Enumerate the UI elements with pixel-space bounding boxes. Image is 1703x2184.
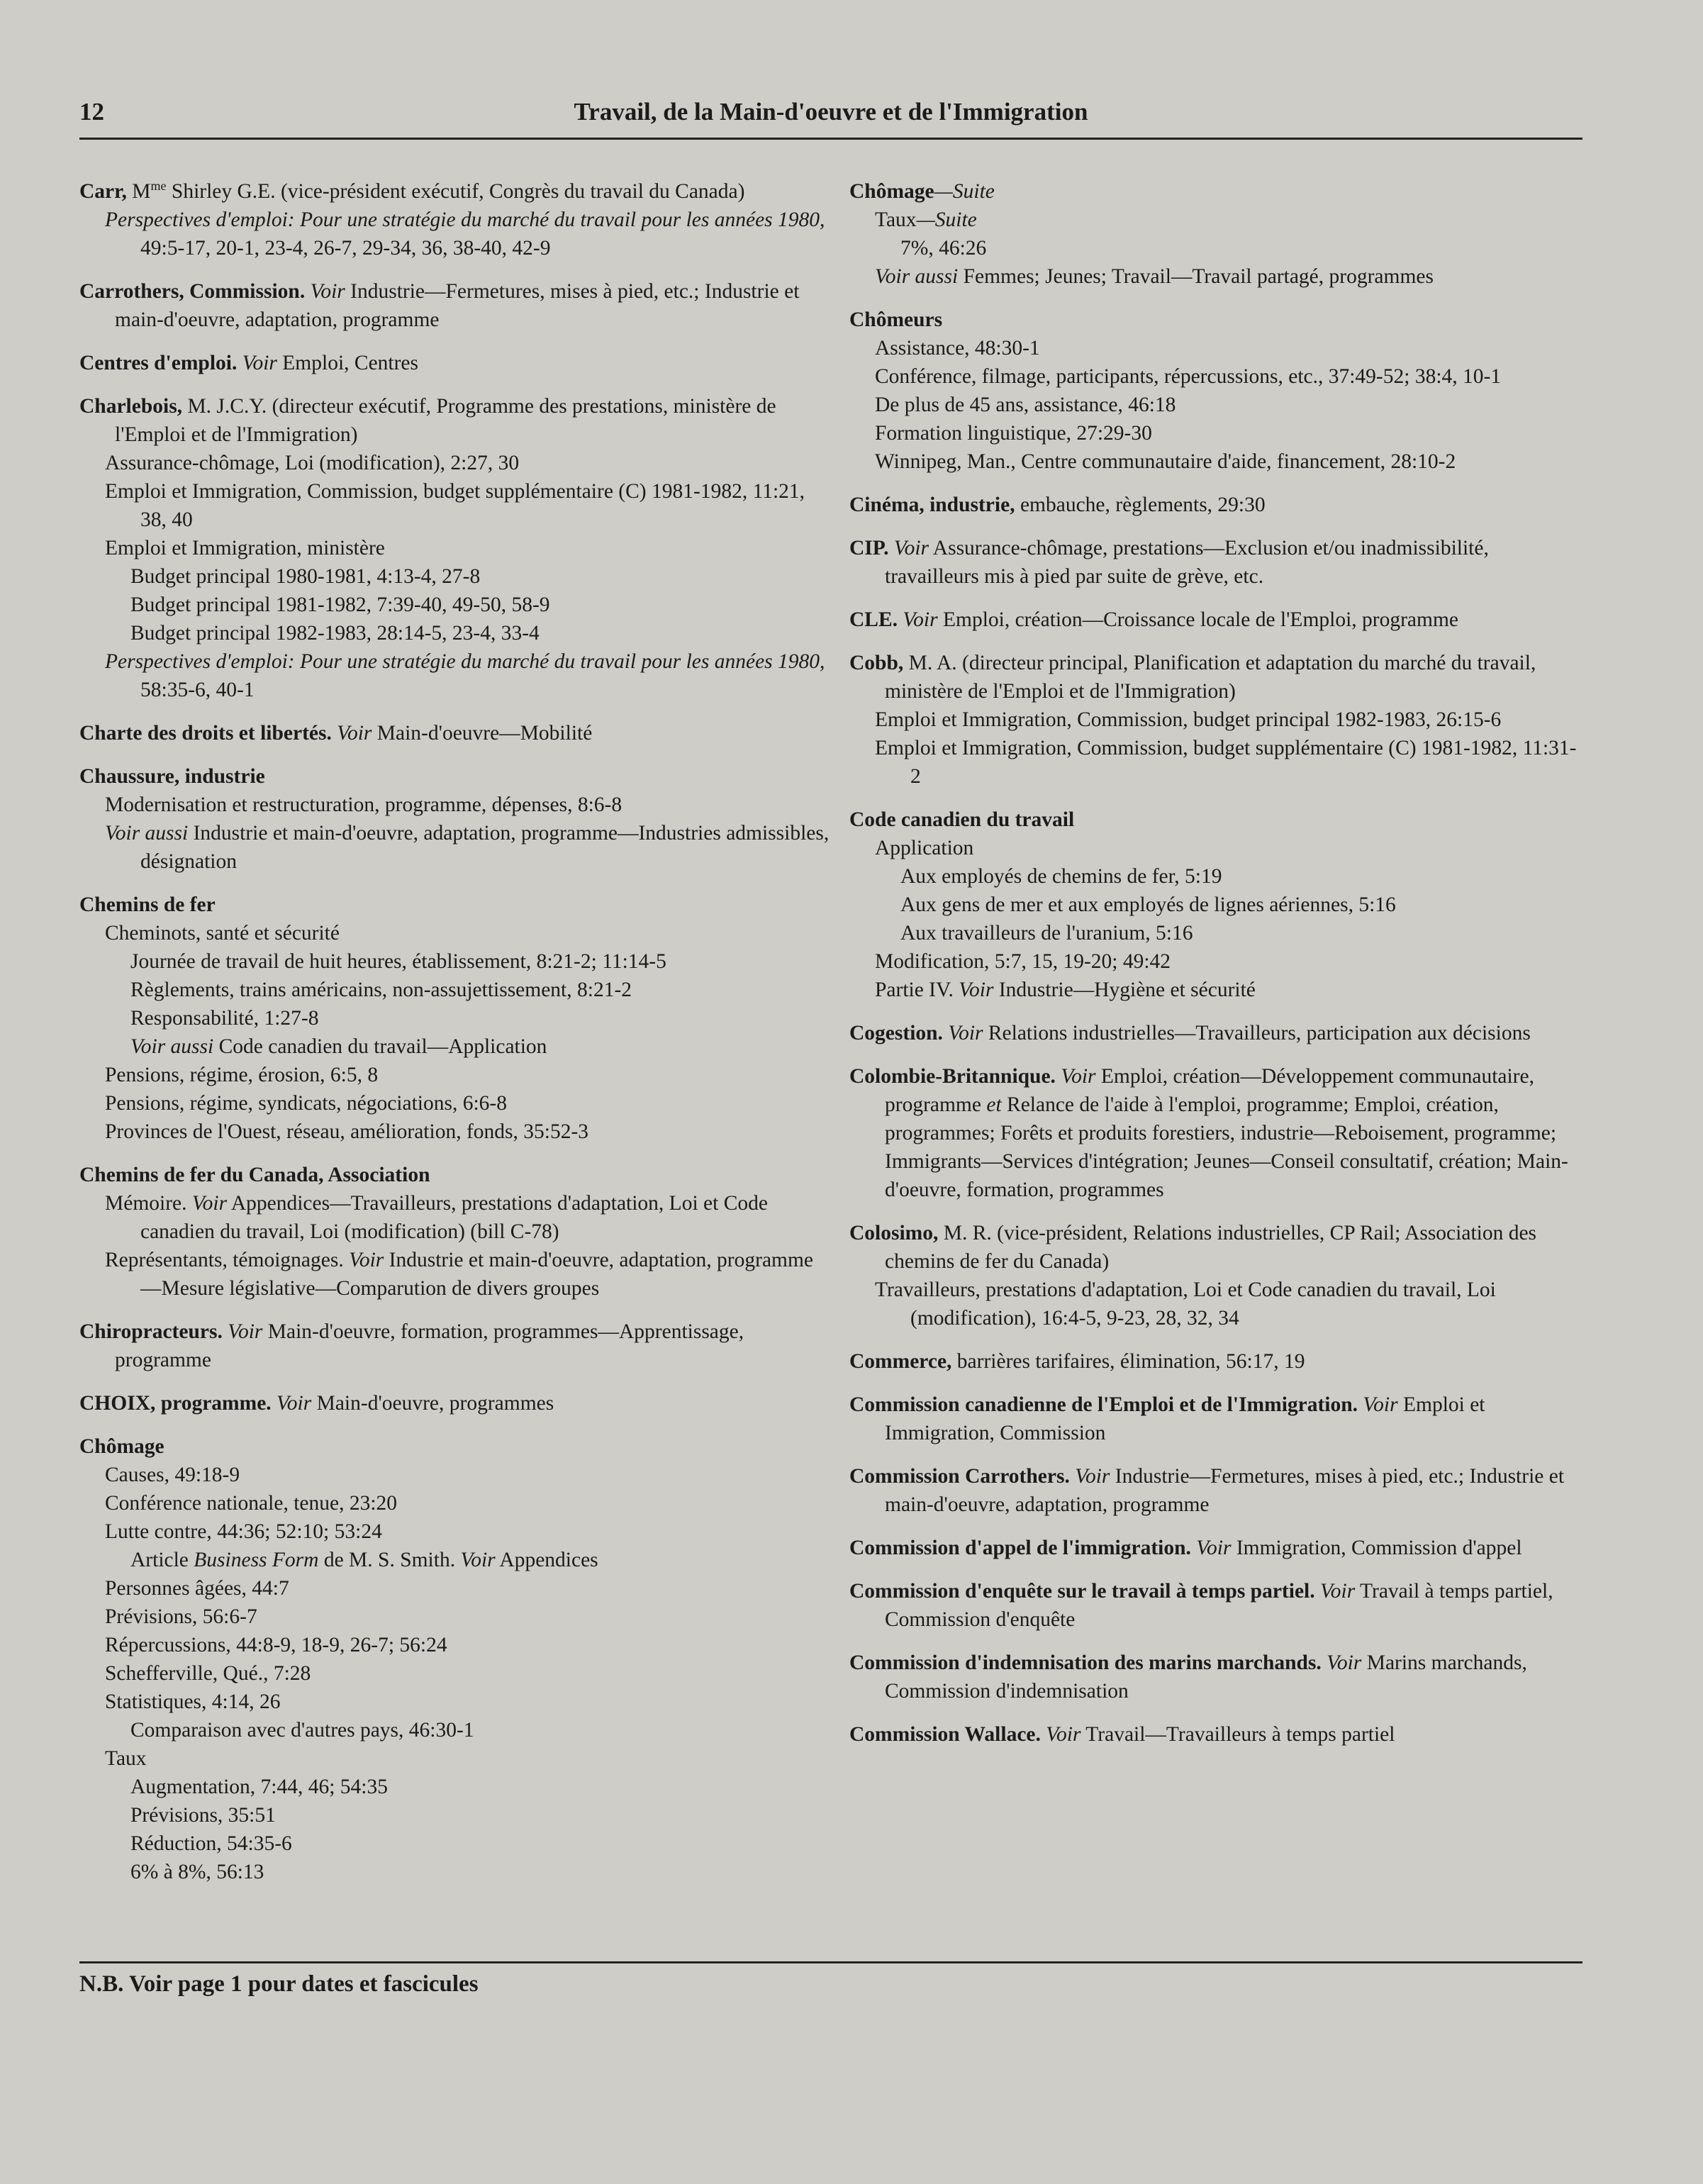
running-title: Travail, de la Main-d'oeuvre et de l'Immigration [574, 98, 1088, 126]
index-entry-charlebois: Charlebois, M. J.C.Y. (directeur exécutif, Programme des prestations, ministère de l'Emploi et de l'Immigration) Assurance-chômage, Loi (modification), 2:27, 30 Emploi et Immigration, Commission, budget supplémentaire (C) 1981-1982, 11:21, 38, 40 Emploi et Immigration, ministère Budget principal 1980-1981, 4:13-4, 27-8 Budget principal 1981-1982, 7:39-40, 49-50, 58-9 Budget principal 1982-1983, 28:14-5, 23-4, 33-4 Perspectives d'emploi: Pour une stratégie du marché du travail pour les années 1980, 58:35-6, 40-1 [79, 395, 825, 701]
index-entry-commerce: Commerce, barrières tarifaires, élimination, 56:17, 19 [849, 1350, 1305, 1373]
index-entry-chemins-canada: Chemins de fer du Canada, Association Mémoire. Voir Appendices—Travailleurs, prestations d'adaptation, Loi et Code canadien du travail, Loi (modification) (bill C-78) Représentants, témoignages. Voir Industrie et main-d'oeuvre, adaptation, programme—Mesure législative—Comparution de divers groupes [79, 1164, 814, 1300]
index-entry-carr: Carr, $M^{me}$ Shirley G.E. (vice-président exécutif, Congrès du travail du Canada) Perspectives d'emploi: Pour une stratégie du marché du travail pour les années 1980, 49:5-17, 20-1, 23-4, 26-7, 29-34, 36, 38-40, 42-9 [79, 179, 825, 260]
page-header [79, 98, 1582, 140]
index-entry-charte: Charte des droits et libertés. Voir Main-d'oeuvre—Mobilité [79, 722, 593, 745]
index-entry-chomage-suite: Chômage—Suite Taux—Suite 7%, 46:26 Voir aussi Femmes; Jeunes; Travail—Travail partagé, programmes [849, 180, 1434, 288]
index-entry-colombie: Colombie-Britannique. Voir Emploi, création—Développement communautaire, programme et Relance de l'aide à l'emploi, programme; Emploi, création, programmes; Forêts et produits forestiers, industrie—Reboisement, programme; Immigrants—Services d'intégration; Jeunes—Conseil consultatif, création; Main-d'oeuvre, formation, programmes [849, 1065, 1568, 1201]
index-entry-chomeurs: Chômeurs Assistance, 48:30-1 Conférence, filmage, participants, répercussions, etc., 37:49-52; 38:4, 10-1 De plus de 45 ans, assistance, 46:18 Formation linguistique, 27:29-30 Winnipeg, Man., Centre communautaire d'aide, financement, 28:10-2 [849, 308, 1502, 473]
page-number: 12 [79, 98, 104, 126]
footer-note: N.B. Voir page 1 pour dates et fascicules [79, 1971, 479, 1997]
index-entry-commission-appel: Commission d'appel de l'immigration. Voir Immigration, Commission d'appel [849, 1537, 1522, 1559]
index-entry-commission-wallace: Commission Wallace. Voir Travail—Travailleurs à temps partiel [849, 1723, 1395, 1746]
index-entry-carrothers: Carrothers, Commission. Voir Industrie—Fermetures, mises à pied, etc.; Industrie et main-d'oeuvre, adaptation, programme [79, 280, 800, 331]
index-entry-code-canadien: Code canadien du travail Application Aux employés de chemins de fer, 5:19 Aux gens de mer et aux employés de lignes aériennes, 5:16 Aux travailleurs de l'uranium, 5:16 Modification, 5:7, 15, 19-20; 49:42 Partie IV. Voir Industrie—Hygiène et sécurité [849, 808, 1396, 1001]
index-entry-chiropracteurs: Chiropracteurs. Voir Main-d'oeuvre, formation, programmes—Apprentissage, programme [79, 1320, 744, 1371]
index-entry-choix: CHOIX, programme. Voir Main-d'oeuvre, programmes [79, 1392, 554, 1415]
index-entry-chemins-de-fer: Chemins de fer Cheminots, santé et sécurité Journée de travail de huit heures, établissement, 8:21-2; 11:14-5 Règlements, trains américains, non-assujettissement, 8:21-2 Responsabilité, 1:27-8 Voir aussi Code canadien du travail—Application Pensions, régime, érosion, 6:5, 8 Pensions, régime, syndicats, négociations, 6:6-8 Provinces de l'Ouest, réseau, amélioration, fonds, 35:52-3 [79, 893, 666, 1143]
footer-rule [79, 1961, 1582, 1963]
index-column-left [79, 177, 831, 1901]
index-entry-commission-carrothers: Commission Carrothers. Voir Industrie—Fermetures, mises à pied, etc.; Industrie et main-d'oeuvre, adaptation, programme [849, 1465, 1565, 1516]
index-entry-cip: CIP. Voir Assurance-chômage, prestations—Exclusion et/ou inadmissibilité, travailleurs mis à pied par suite de grève, etc. [849, 537, 1489, 588]
index-entry-ccei: Commission canadienne de l'Emploi et de l'Immigration. Voir Emploi et Immigration, Commission [849, 1393, 1485, 1444]
index-entry-chaussure: Chaussure, industrie Modernisation et restructuration, programme, dépenses, 8:6-8 Voir aussi Industrie et main-d'oeuvre, adaptation, programme—Industries admissibles, désignation [79, 765, 830, 873]
index-entry-cogestion: Cogestion. Voir Relations industrielles—Travailleurs, participation aux décisions [849, 1022, 1531, 1044]
index-column-right [849, 177, 1587, 1764]
index-entry-centres-emploi: Centres d'emploi. Voir Emploi, Centres [79, 352, 419, 374]
index-entry-cle: CLE. Voir Emploi, création—Croissance locale de l'Emploi, programme [849, 608, 1459, 631]
index-entry-cinema: Cinéma, industrie, embauche, règlements, 29:30 [849, 494, 1266, 516]
index-entry-commission-enquete: Commission d'enquête sur le travail à temps partiel. Voir Travail à temps partiel, Commission d'enquête [849, 1580, 1553, 1631]
index-entry-colosimo: Colosimo, M. R. (vice-président, Relations industrielles, CP Rail; Association des chemins de fer du Canada) Travailleurs, prestations d'adaptation, Loi et Code canadien du travail, Loi (modification), 16:4-5, 9-23, 28, 32, 34 [849, 1222, 1537, 1330]
index-entry-commission-indemnisation: Commission d'indemnisation des marins marchands. Voir Marins marchands, Commission d'indemnisation [849, 1651, 1527, 1703]
index-entry-cobb: Cobb, M. A. (directeur principal, Planification et adaptation du marché du travail, ministère de l'Emploi et de l'Immigration) Emploi et Immigration, Commission, budget principal 1982-1983, 26:15-6 Emploi et Immigration, Commission, budget supplémentaire (C) 1981-1982, 11:31-2 [849, 652, 1577, 788]
index-entry-chomage: Chômage Causes, 49:18-9 Conférence nationale, tenue, 23:20 Lutte contre, 44:36; 52:10; 53:24 Article Business Form de M. S. Smith. Voir Appendices Personnes âgées, 44:7 Prévisions, 56:6-7 Répercussions, 44:8-9, 18-9, 26-7; 56:24 Schefferville, Qué., 7:28 Statistiques, 4:14, 26 Comparaison avec d'autres pays, 46:30-1 Taux Augmentation, 7:44, 46; 54:35 Prévisions, 35:51 Réduction, 54:35-6 6% à 8%, 56:13 [79, 1435, 598, 1883]
